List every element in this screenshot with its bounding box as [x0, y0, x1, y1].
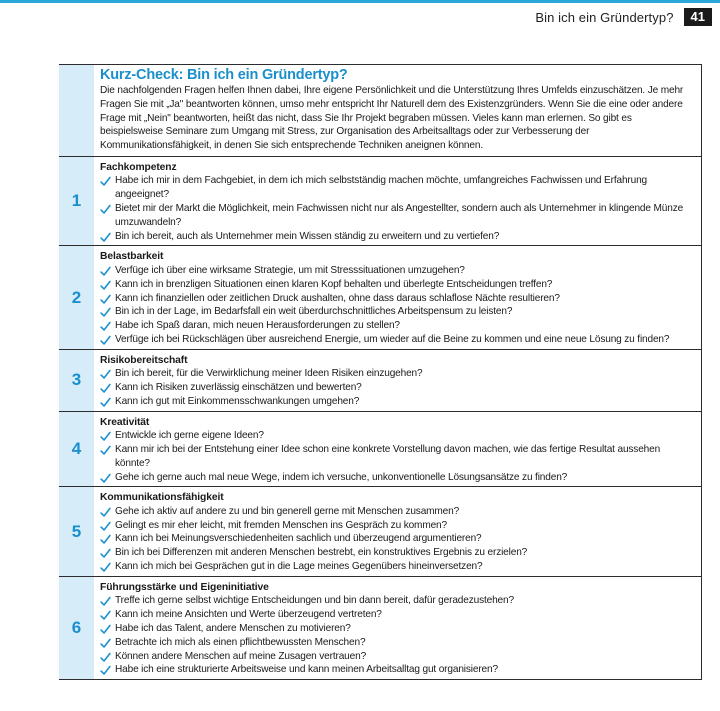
checklist-item-text: Können andere Menschen auf meine Zusagen vertrauen? [115, 650, 367, 662]
section-content [94, 157, 702, 245]
checklist-item-text: Kann ich finanziellen oder zeitlichen Druck aushalten, ohne dass daraus schlaflose Nächte resultieren? [115, 292, 560, 304]
checklist-item [100, 174, 697, 202]
checklist-item [100, 278, 697, 292]
checkmark-icon [100, 383, 111, 394]
section-content [94, 577, 702, 679]
checkmark-icon [100, 335, 111, 346]
checklist-item [100, 532, 697, 546]
checklist-item [100, 319, 697, 333]
intro-text: Die nachfolgenden Fragen helfen Ihnen dabei, Ihre eigene Persönlichkeit und die Unterstützung Ihres Umfelds einzuschätzen. Je mehr Fragen Sie mit „Ja" beantworten können, umso mehr entspricht Ihr Naturell dem des Existenzgründers. Wenn Sie die eine oder andere Frage mit „Nein" beantworten, heißt das nicht, dass Sie Ihr Projekt begraben müssen. Vieles kann man erlernen. So gibt es beispielsweise Seminare zum Umgang mit Stress, zur Organisation des Arbeitsalltags oder zur Verbesserung der Kommunikationsfähigkeit, in denen Sie sich entsprechende Techniken aneignen können. [100, 85, 684, 152]
checklist-item [100, 292, 697, 306]
checklist-item [100, 622, 697, 636]
checkmark-icon [100, 638, 111, 649]
checklist-item-text: Gehe ich gerne auch mal neue Wege, indem ich versuche, unkonventionelle Lösungsansätze zu finden? [115, 471, 568, 483]
checklist-item-text: Gehe ich aktiv auf andere zu und bin generell gerne mit Menschen zusammen? [115, 505, 460, 517]
section-row [59, 577, 702, 680]
checklist-item [100, 471, 697, 485]
checklist-item-text: Kann ich in brenzligen Situationen einen klaren Kopf behalten und überlegte Entscheidungen treffen? [115, 278, 553, 290]
sections-container [59, 157, 702, 680]
checklist-item [100, 443, 697, 471]
checklist-item [100, 594, 697, 608]
checkmark-icon [100, 562, 111, 573]
section-title: Kommunikationsfähigkeit [100, 492, 224, 504]
checklist [100, 367, 697, 408]
checkmark-icon [100, 507, 111, 518]
section-title: Kreativität [100, 416, 150, 428]
section-title: Fachkompetenz [100, 161, 177, 173]
checkmark-icon [100, 369, 111, 380]
checklist-item [100, 230, 697, 244]
checklist-item-text: Kann ich mich bei Gesprächen gut in die Lage meines Gegenübers hineinversetzen? [115, 561, 483, 573]
page-header [535, 8, 712, 26]
section-content [94, 487, 702, 575]
checkmark-icon [100, 397, 111, 408]
checklist-item [100, 264, 697, 278]
checklist-item [100, 367, 697, 381]
section-row [59, 157, 702, 246]
section-number: 1 [71, 191, 82, 211]
checkmark-icon [100, 307, 111, 318]
section-title: Risikobereitschaft [100, 354, 188, 366]
checklist-item-text: Gelingt es mir eher leicht, mit fremden Menschen ins Gespräch zu kommen? [115, 519, 447, 531]
checklist-item-text: Kann ich Risiken zuverlässig einschätzen und bewerten? [115, 382, 362, 394]
section-row [59, 412, 702, 488]
checkmark-icon [100, 294, 111, 305]
section-title: Belastbarkeit [100, 251, 164, 263]
checkmark-icon [100, 321, 111, 332]
checkmark-icon [100, 610, 111, 621]
checklist-item [100, 505, 697, 519]
checkmark-icon [100, 534, 111, 545]
checklist [100, 505, 697, 574]
checklist-item [100, 636, 697, 650]
checklist-item [100, 429, 697, 443]
checkmark-icon [100, 521, 111, 532]
checklist-item-text: Verfüge ich über eine wirksame Strategie, um mit Stresssituationen umzugehen? [115, 264, 465, 276]
checkmark-icon [100, 596, 111, 607]
section-row [59, 487, 702, 576]
checkmark-icon [100, 445, 111, 456]
checklist-item-text: Betrachte ich mich als einen pflichtbewussten Menschen? [115, 636, 366, 648]
checklist-item [100, 519, 697, 533]
section-number: 4 [71, 438, 82, 458]
checkmark-icon [100, 280, 111, 291]
section-number-column [59, 246, 94, 348]
checklist-item-text: Habe ich das Talent, andere Menschen zu motivieren? [115, 622, 351, 634]
page-number: 41 [684, 8, 712, 26]
running-title: Bin ich ein Gründertyp? [535, 9, 674, 25]
section-number-column [59, 350, 94, 411]
checkmark-icon [100, 473, 111, 484]
checklist-item-text: Verfüge ich bei Rückschlägen über ausreichend Energie, um wieder auf die Beine zu kommen und eine neue Lösung zu finden? [115, 333, 670, 345]
checklist-item-text: Kann mir ich bei der Entstehung einer Idee schon eine konkrete Vorstellung davon machen, wie das fertige Resultat aussehen könnte? [115, 443, 661, 469]
checkmark-icon [100, 176, 111, 187]
checklist-item [100, 608, 697, 622]
checkmark-icon [100, 266, 111, 277]
section-number-column [59, 577, 94, 679]
checkmark-icon [100, 652, 111, 663]
section-title: Führungsstärke und Eigeninitiative [100, 581, 269, 593]
checklist-item [100, 333, 697, 347]
top-rule [0, 0, 720, 3]
checklist-item-text: Bin ich bereit, auch als Unternehmer mein Wissen ständig zu erweitern und zu vertiefen? [115, 230, 500, 242]
checkmark-icon [100, 431, 111, 442]
intro-content [94, 65, 702, 156]
section-number-column [59, 487, 94, 575]
checkmark-icon [100, 204, 111, 215]
checklist-item-text: Bin ich bereit, für die Verwirklichung meiner Ideen Risiken einzugehen? [115, 368, 423, 380]
checklist-item-text: Kann ich gut mit Einkommensschwankungen umgehen? [115, 395, 360, 407]
checklist-item [100, 305, 697, 319]
checklist [100, 174, 697, 243]
checklist-item-text: Habe ich eine strukturierte Arbeitsweise und kann meinen Arbeitsalltag gut organisieren? [115, 664, 498, 676]
section-number: 6 [71, 617, 82, 637]
checklist-item-text: Kann ich meine Ansichten und Werte überzeugend vertreten? [115, 609, 382, 621]
checklist [100, 594, 697, 677]
section-row [59, 350, 702, 412]
section-content [94, 246, 702, 348]
intro-row [59, 65, 702, 157]
checklist-item [100, 381, 697, 395]
checkmark-icon [100, 232, 111, 243]
checklist-item-text: Treffe ich gerne selbst wichtige Entscheidungen und bin dann bereit, dafür geradezustehen? [115, 595, 514, 607]
box-title: Kurz-Check: Bin ich ein Gründertyp? [100, 67, 348, 83]
section-number-column [59, 157, 94, 245]
section-content [94, 350, 702, 411]
section-row [59, 246, 702, 349]
checklist-item-text: Kann ich bei Meinungsverschiedenheiten sachlich und überzeugend argumentieren? [115, 533, 482, 545]
checklist-item [100, 546, 697, 560]
checklist-item-text: Entwickle ich gerne eigene Ideen? [115, 430, 264, 442]
checklist [100, 429, 697, 484]
section-number-column [59, 412, 94, 487]
checklist-item [100, 202, 697, 230]
checklist-item [100, 663, 697, 677]
checkmark-icon [100, 624, 111, 635]
checklist-box [59, 64, 702, 680]
checklist-item [100, 560, 697, 574]
section-number: 2 [71, 287, 82, 307]
section-number: 3 [71, 370, 82, 390]
checklist-item-text: Bin ich bei Differenzen mit anderen Menschen bestrebt, ein konstruktives Ergebnis zu erzielen? [115, 547, 528, 559]
checkmark-icon [100, 548, 111, 559]
checklist-item-text: Bin ich in der Lage, im Bedarfsfall ein weit überdurchschnittliches Arbeitspensum zu leisten? [115, 306, 513, 318]
checklist [100, 264, 697, 347]
checklist-item [100, 650, 697, 664]
checklist-item-text: Habe ich Spaß daran, mich neuen Herausforderungen zu stellen? [115, 320, 400, 332]
checklist-item [100, 395, 697, 409]
checkmark-icon [100, 665, 111, 676]
checklist-item-text: Habe ich mir in dem Fachgebiet, in dem ich mich selbstständig machen möchte, umfangreiches Fachwissen und Erfahrung angeeignet? [115, 175, 648, 201]
section-content [94, 412, 702, 487]
intro-number-column [59, 65, 94, 156]
section-number: 5 [71, 521, 82, 541]
checklist-item-text: Bietet mir der Markt die Möglichkeit, mein Fachwissen nicht nur als Angestellter, sondern auch als Unternehmer in klingende Münze umzuwandeln? [115, 203, 684, 228]
